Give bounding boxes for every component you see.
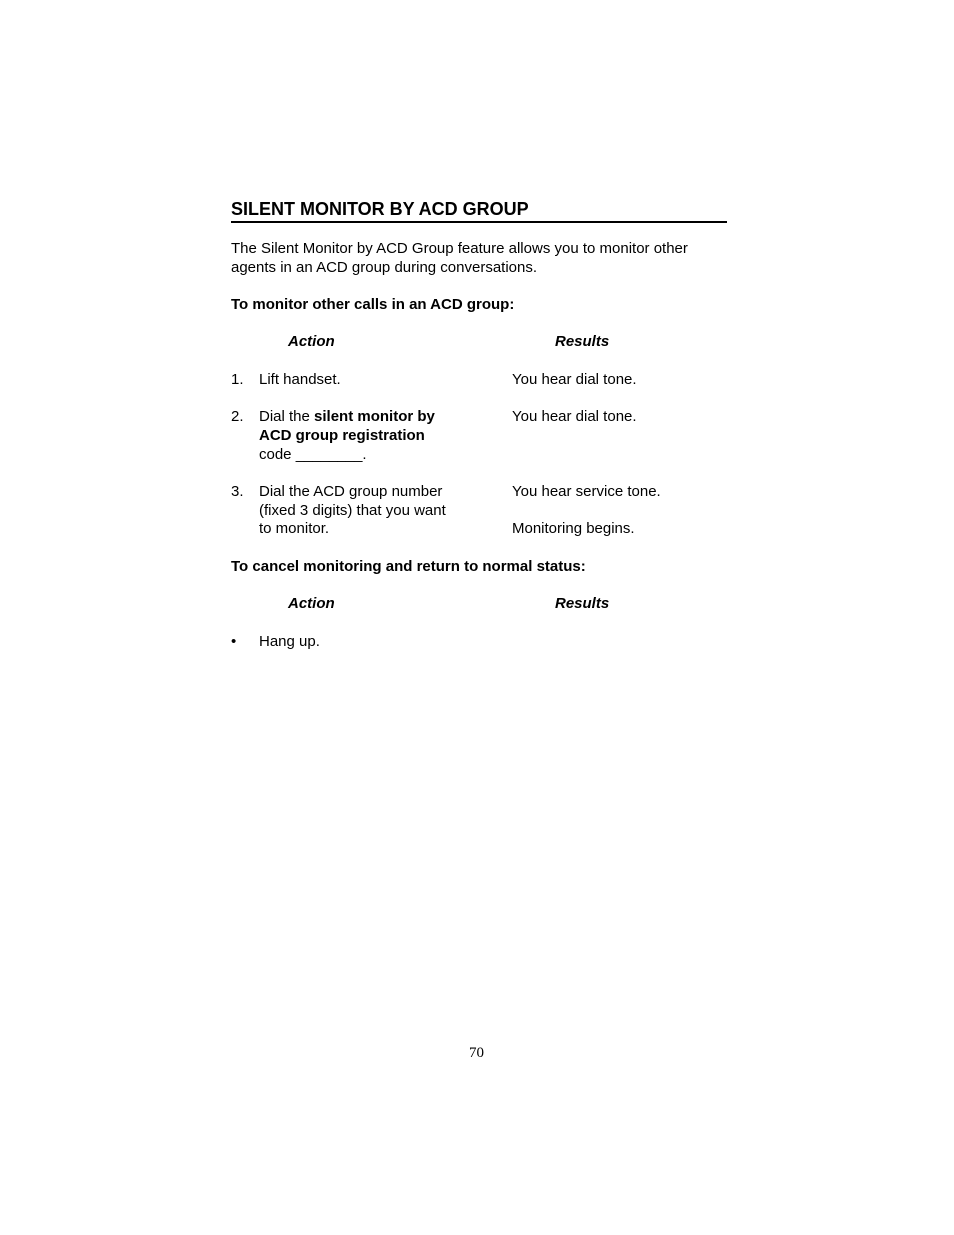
section-2-title: To cancel monitoring and return to normal status:: [231, 558, 586, 575]
intro-line-2: agents in an ACD group during conversations.: [231, 259, 538, 276]
section-2-action-header: Action: [288, 595, 335, 612]
step-2-result: You hear dial tone.: [512, 408, 637, 425]
section-1-action-header: Action: [288, 333, 335, 350]
step-3-result-2: Monitoring begins.: [512, 520, 635, 537]
step-2-action-prefix: Dial the: [259, 408, 310, 425]
step-2-action-bold-1: silent monitor by: [314, 408, 435, 425]
step-1-result: You hear dial tone.: [512, 371, 637, 388]
page-heading: SILENT MONITOR BY ACD GROUP: [231, 199, 529, 219]
step-2-action-line-1: [259, 407, 435, 426]
section-1-results-header: Results: [555, 333, 610, 350]
step-2-action-line-2: ACD group registration: [259, 427, 425, 444]
step-1-number: 1.: [231, 371, 244, 388]
heading-rule: [231, 221, 727, 223]
section-2-results-header: Results: [555, 595, 610, 612]
step-1-action: Lift handset.: [259, 371, 341, 388]
section-1-title: To monitor other calls in an ACD group:: [231, 296, 515, 313]
step-3-result-1: You hear service tone.: [512, 483, 661, 500]
intro-line-1: The Silent Monitor by ACD Group feature allows you to monitor other: [231, 240, 688, 257]
step-3-number: 3.: [231, 483, 244, 500]
bullet-marker: •: [231, 633, 237, 650]
bullet-item: Hang up.: [259, 633, 320, 650]
page-number: 70: [469, 1045, 484, 1061]
step-3-action-line-1: Dial the ACD group number: [259, 483, 443, 500]
step-2-number: 2.: [231, 408, 244, 425]
step-3-action-line-3: to monitor.: [259, 520, 330, 537]
step-3-action-line-2: (fixed 3 digits) that you want: [259, 502, 446, 519]
step-2-action-line-3: code ________.: [259, 446, 367, 463]
